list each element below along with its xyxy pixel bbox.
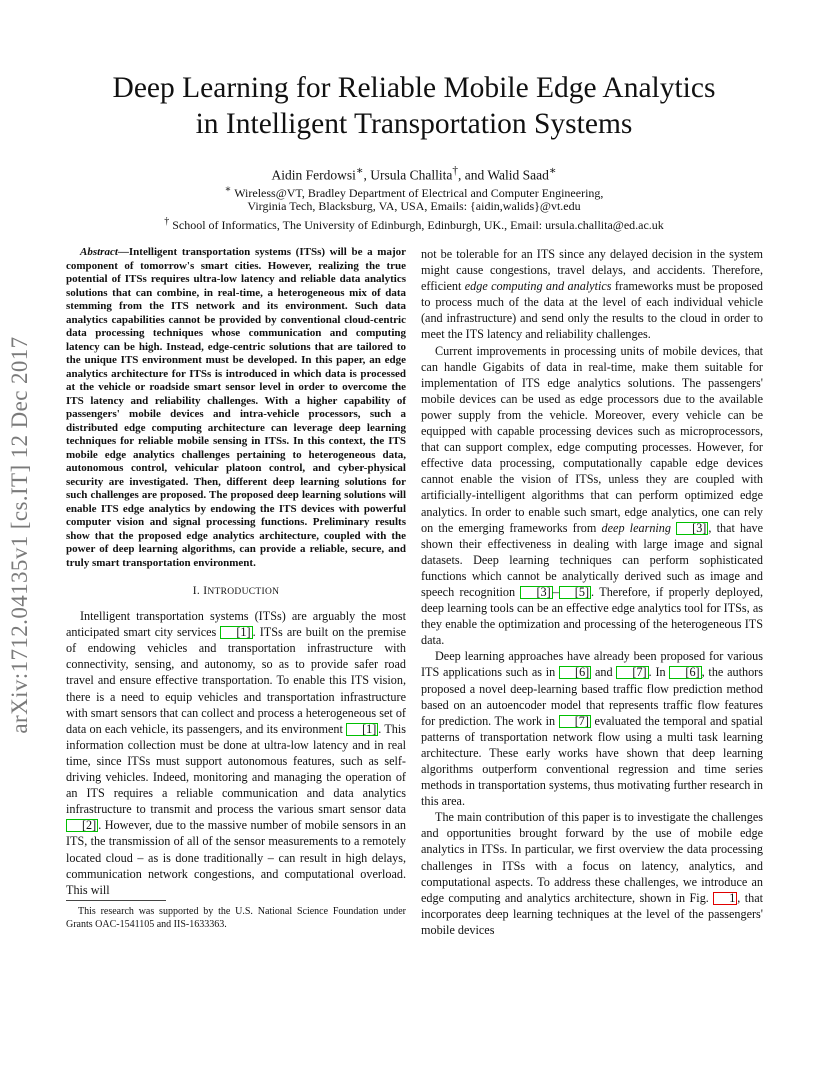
- intro-paragraph-1-cont: [421, 246, 763, 343]
- emphasis: deep learning: [601, 520, 671, 535]
- intro-paragraph-4: [421, 809, 763, 938]
- figure-link[interactable]: 1: [713, 892, 737, 905]
- author-2: Ursula Challita: [370, 167, 453, 183]
- section-numeral: I.: [192, 585, 204, 597]
- title-line-1: Deep Learning for Reliable Mobile Edge Analytics: [112, 72, 716, 104]
- author-1-mark: ∗: [355, 165, 364, 177]
- text-run: , that have shown their effectiveness in dealing with large image and signal datasets. Deep learning techniques can perform sophisticated functions which cannot be analytically derived such as image and speech recognition: [421, 520, 764, 599]
- citation-link[interactable]: [3]: [676, 522, 708, 535]
- citation-link[interactable]: [2]: [66, 819, 98, 832]
- affiliation-2: [40, 214, 788, 233]
- right-column: [421, 246, 763, 938]
- author-2-mark: †: [452, 165, 458, 177]
- author-separator: ,: [363, 167, 371, 183]
- author-3-mark: ∗: [548, 165, 557, 177]
- text-run: , that incorporates deep learning techniques at the level of the passengers' mobile devices: [421, 890, 763, 937]
- paper-title: [40, 70, 788, 142]
- abstract-text: Intelligent transportation systems (ITSs) will be a major component of tomorrow's smart cities. However, realizing the true potential of ITSs requires ultra-low latency and reliable data analytics solutions that can combine, in real-time, a heterogeneous mix of data stemming from the ITS network and its environment. Such data analytics capabilities cannot be provided by conventional cloud-centric data processing techniques whose communication and computing latency can be high. Instead, edge-centric solutions that are tailored to the unique ITS environment must be developed. In this paper, an edge analytics architecture for ITSs is introduced in which data is processed at the vehicle or roadside smart sensor level in order to overcome the ITS latency and reliability challenges. With a higher capability of passengers' mobile devices and intra-vehicle processors, such a distributed edge computing architecture can leverage deep learning techniques for reliable mobile sensing in ITSs. In this context, the ITS mobile edge analytics challenges pertaining to heterogeneous data, autonomous control, vehicular platoon control, and cyber-physical security are investigated. Then, different deep learning solutions for such challenges are proposed. The proposed deep learning solutions will enable ITS edge analytics by endowing the ITS devices with powerful computer vision and signal processing functions. Preliminary results show that the proposed edge analytics architecture, coupled with the power of deep learning algorithms, can provide a reliable, secure, and truly smart transportation environment.: [66, 246, 406, 569]
- emphasis: edge computing and analytics: [464, 279, 612, 294]
- text-run: Intelligent transportation systems (ITSs) are arguably the most anticipated smart city services: [66, 609, 406, 640]
- affiliation-1-cont: [40, 198, 788, 214]
- text-run: –: [552, 584, 559, 599]
- text-run: . ITSs are built on the premise of endowing vehicles and transportation infrastructure with connectivity, sensing, and autonomy, so as to provide safer road travel and ensure effective transportation. To enable this ITS vision, there is a need to equip vehicles and transportation infrastructure with smart sensors that can collect and process a heterogeneous set of data on each vehicle, its passengers, and its environment: [66, 625, 406, 736]
- section-heading-introduction: [66, 583, 406, 600]
- text-run: . This information collection must be done at ultra-low latency and in real time, since ITSs must support autonomous features, such as self-driving vehicles. Indeed, monitoring and managing the operation of an ITS requires a reliable communication and data analytics infrastructure to transmit and process the various smart sensor data: [66, 721, 406, 817]
- abstract-dash: —: [117, 246, 129, 258]
- title-line-2: in Intelligent Transportation Systems: [195, 108, 633, 140]
- intro-paragraph-3: [421, 648, 763, 809]
- text-run: Deep learning approaches have already been proposed for various ITS applications such as in: [421, 649, 763, 680]
- funding-footnote: This research was supported by the U.S. National Science Foundation under Grants OAC-1541105 and IIS-1633363.: [66, 905, 406, 930]
- text-run: not be tolerable for an ITS since any delayed decision in the system might cause congestions, travel delays, and accidents. Therefore, efficient: [421, 247, 763, 294]
- citation-link[interactable]: [1]: [346, 723, 378, 736]
- affiliation-2-text: School of Informatics, The University of Edinburgh, Edinburgh, UK., Email: ursula.challita@ed.ac.uk: [172, 218, 664, 232]
- affiliation-1-emails: Virginia Tech, Blacksburg, VA, USA, Emails: {aidin,walids}@vt.edu: [247, 199, 581, 213]
- citation-link[interactable]: [7]: [559, 715, 591, 728]
- text-run: evaluated the temporal and spatial patterns of transportation network flow using a multi task learning architecture. These early works have shown that deep learning algorithms outperform conventional regression and time series methods in transportation systems, thus motivating further research in this area.: [421, 713, 763, 809]
- author-3: Walid Saad: [487, 167, 549, 183]
- intro-paragraph-1: [66, 608, 406, 898]
- citation-link[interactable]: [6]: [559, 666, 591, 679]
- affiliation-2-mark: †: [164, 216, 170, 227]
- text-run: . In: [648, 665, 670, 680]
- author-separator: , and: [457, 167, 488, 183]
- text-run: . Therefore, if properly deployed, deep learning tools can be an effective edge analytics tool for ITSs, as they enable the optimization and processing of the heterogeneous ITS data.: [421, 584, 763, 648]
- affiliation-1-text: Wireless@VT, Bradley Department of Electrical and Computer Engineering,: [234, 186, 604, 200]
- text-run: The main contribution of this paper is to investigate the challenges and opportunities brought forward by the use of mobile edge analytics in ITSs. In particular, we first overview the data processing challenges in ITSs with a focus on latency, analytics, and computational aspects. To address these challenges, we introduce an edge computing and analytics architecture, shown in Fig.: [421, 810, 763, 905]
- abstract: [66, 246, 406, 570]
- affiliation-1-mark: ∗: [224, 184, 232, 195]
- citation-link[interactable]: [5]: [559, 586, 591, 599]
- citation-link[interactable]: [1]: [220, 626, 252, 639]
- text-run: Current improvements in processing units of mobile devices, that can handle Gigabits of data in real-time, make them suitable for implementation of ITS edge analytics solutions. The passengers' mobile devices can be used as edge processors due to the available power supply from the vehicle. Moreover, every vehicle can be equipped with capable processing devices such as microprocessors, that can support complex, edge computing processes. However, for effective data processing, computationally capable edge devices cannot enable the vision of ITSs, unless they are coupled with artificially-intelligent algorithms that can perform optimized edge analytics. In order to enable such smart, edge analytics, one can rely on the emerging frameworks from: [421, 343, 763, 535]
- text-run: , the authors proposed a novel deep-learning based traffic flow prediction method based on an autoencoder model that represents traffic flow features for prediction. The work in: [421, 665, 763, 728]
- left-column: [66, 246, 406, 941]
- footnote-divider: [66, 900, 166, 901]
- intro-paragraph-2: [421, 343, 763, 649]
- citation-link[interactable]: [7]: [616, 666, 648, 679]
- author-1: Aidin Ferdowsi: [271, 167, 356, 183]
- text-run: . However, due to the massive number of mobile sensors in an ITS, the transmission of all of the sensor measurements to a remotely located cloud – as is done traditionally – can result in high delays, communication network congestions, and computational overload. This will: [66, 818, 406, 897]
- abstract-label: Abstract: [80, 246, 118, 258]
- text-run: and: [591, 665, 617, 680]
- arxiv-id[interactable]: arXiv:1712.04135v1 [cs.IT] 12 Dec 2017: [7, 336, 32, 734]
- citation-link[interactable]: [3]: [520, 586, 552, 599]
- citation-link[interactable]: [6]: [669, 666, 701, 679]
- section-initial: I: [203, 585, 208, 597]
- text-run: frameworks must be proposed to process much of the data at the level of each individual vehicle (and infrastructure) and send only the results to the cloud in order to meet the ITS latency and reliability challenges.: [421, 279, 763, 342]
- section-title-rest: NTRODUCTION: [207, 587, 280, 597]
